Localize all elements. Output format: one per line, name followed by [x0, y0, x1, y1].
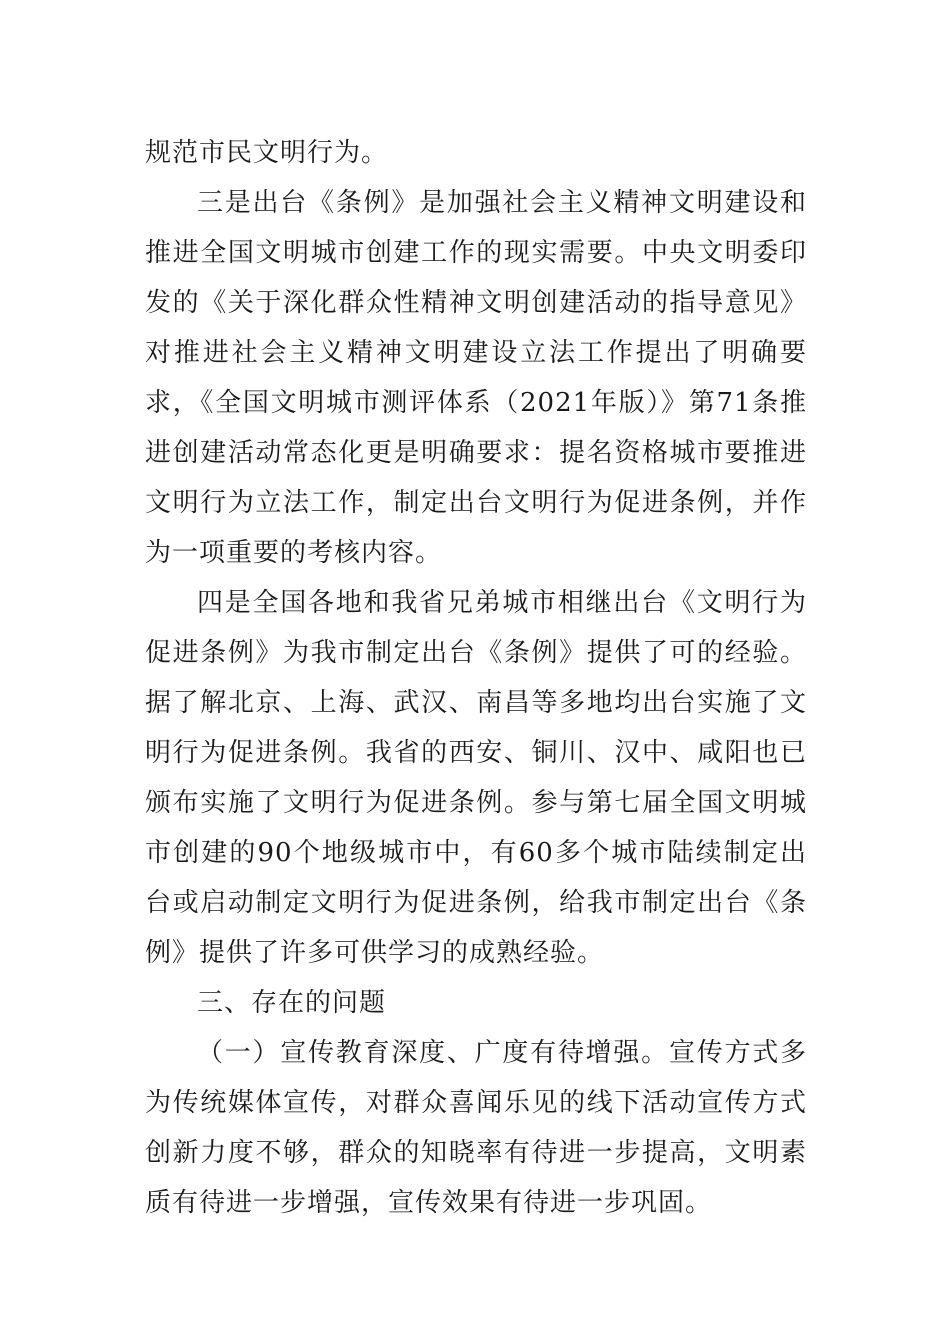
paragraph-continuation: 规范市民文明行为。	[145, 138, 389, 168]
document-body	[145, 128, 807, 1228]
paragraph-point-four: 四是全国各地和我省兄弟城市相继出台《文明行为促进条例》为我市制定出台《条例》提供了可的经验。据了解北京、上海、武汉、南昌等多地均出台实施了文明行为促进条例。我省的西安、铜川、汉中、咸阳也已颁布实施了文明行为促进条例。参与第七届全国文明城市创建的90个地级城市中，有60多个城市陆续制定出台或启动制定文明行为促进条例，给我市制定出台《条例》提供了许多可供学习的成熟经验。	[145, 588, 807, 968]
paragraph-point-three: 三是出台《条例》是加强社会主义精神文明建设和推进全国文明城市创建工作的现实需要。中央文明委印发的《关于深化群众性精神文明创建活动的指导意见》对推进社会主义精神文明建设立法工作提出了明确要求，《全国文明城市测评体系（2021年版）》第71条推进创建活动常态化更是明确要求：提名资格城市要推进文明行为立法工作，制定出台文明行为促进条例，并作为一项重要的考核内容。	[145, 188, 807, 568]
paragraph-problem-one: （一）宣传教育深度、广度有待增强。宣传方式多为传统媒体宣传，对群众喜闻乐见的线下活动宣传方式创新力度不够，群众的知晓率有待进一步提高，文明素质有待进一步增强，宣传效果有待进一步巩固。	[145, 1038, 807, 1218]
section-heading-existing-problems: 三、存在的问题	[197, 988, 387, 1018]
